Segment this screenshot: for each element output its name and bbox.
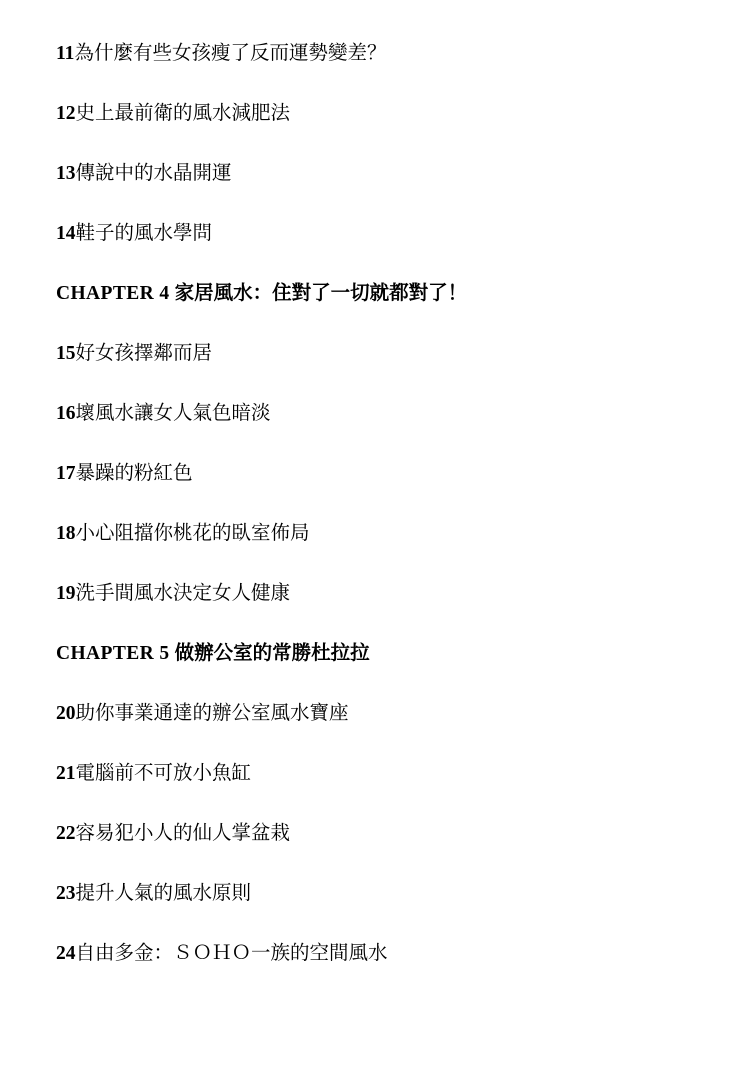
entry-title: 電腦前不可放小魚缸 xyxy=(75,763,252,784)
toc-entry xyxy=(56,944,673,964)
entry-number: 21 xyxy=(56,763,76,784)
entry-title: 暴躁的粉紅色 xyxy=(75,463,193,484)
toc-entry xyxy=(56,824,673,844)
entry-number: 11 xyxy=(56,43,75,64)
entry-number: 23 xyxy=(56,883,76,904)
entry-title: 傳說中的水晶開運 xyxy=(75,163,232,184)
entry-number: 13 xyxy=(56,163,76,184)
entry-title: 做辦公室的常勝杜拉拉 xyxy=(174,643,370,664)
entry-title: 史上最前衛的風水減肥法 xyxy=(75,103,291,124)
entry-number: 24 xyxy=(56,943,76,964)
toc-entry xyxy=(56,224,673,244)
toc-entry xyxy=(56,584,673,604)
entry-number: 18 xyxy=(56,523,76,544)
toc-entry xyxy=(56,104,673,124)
entry-title: 自由多金：ＳＯＨＯ一族的空間風水 xyxy=(75,943,388,964)
entry-number: 14 xyxy=(56,223,76,244)
chapter-label: CHAPTER 4 xyxy=(56,283,170,304)
entry-title: 壞風水讓女人氣色暗淡 xyxy=(75,403,271,424)
entry-title: 容易犯小人的仙人掌盆栽 xyxy=(75,823,291,844)
entry-title: 助你事業通達的辦公室風水寶座 xyxy=(75,703,349,724)
chapter-label: CHAPTER 5 xyxy=(56,643,170,664)
entry-title: 小心阻擋你桃花的臥室佈局 xyxy=(75,523,310,544)
entry-number: 22 xyxy=(56,823,76,844)
entry-number: 20 xyxy=(56,703,76,724)
toc-entry xyxy=(56,404,673,424)
entry-number: 17 xyxy=(56,463,76,484)
table-of-contents-list xyxy=(56,44,673,964)
entry-number: 16 xyxy=(56,403,76,424)
toc-entry xyxy=(56,524,673,544)
toc-entry xyxy=(56,44,673,64)
toc-entry xyxy=(56,344,673,364)
toc-entry xyxy=(56,164,673,184)
entry-title: 提升人氣的風水原則 xyxy=(75,883,252,904)
toc-chapter-heading xyxy=(56,644,673,664)
entry-number: 19 xyxy=(56,583,76,604)
toc-entry xyxy=(56,764,673,784)
toc-entry xyxy=(56,884,673,904)
entry-number: 15 xyxy=(56,343,76,364)
entry-title: 家居風水：住對了一切就都對了！ xyxy=(174,283,468,304)
toc-entry xyxy=(56,464,673,484)
toc-chapter-heading xyxy=(56,284,673,304)
entry-title: 為什麼有些女孩瘦了反而運勢變差？ xyxy=(74,43,387,64)
entry-number: 12 xyxy=(56,103,76,124)
entry-title: 洗手間風水決定女人健康 xyxy=(75,583,291,604)
entry-title: 好女孩擇鄰而居 xyxy=(75,343,213,364)
entry-title: 鞋子的風水學問 xyxy=(75,223,213,244)
toc-entry xyxy=(56,704,673,724)
